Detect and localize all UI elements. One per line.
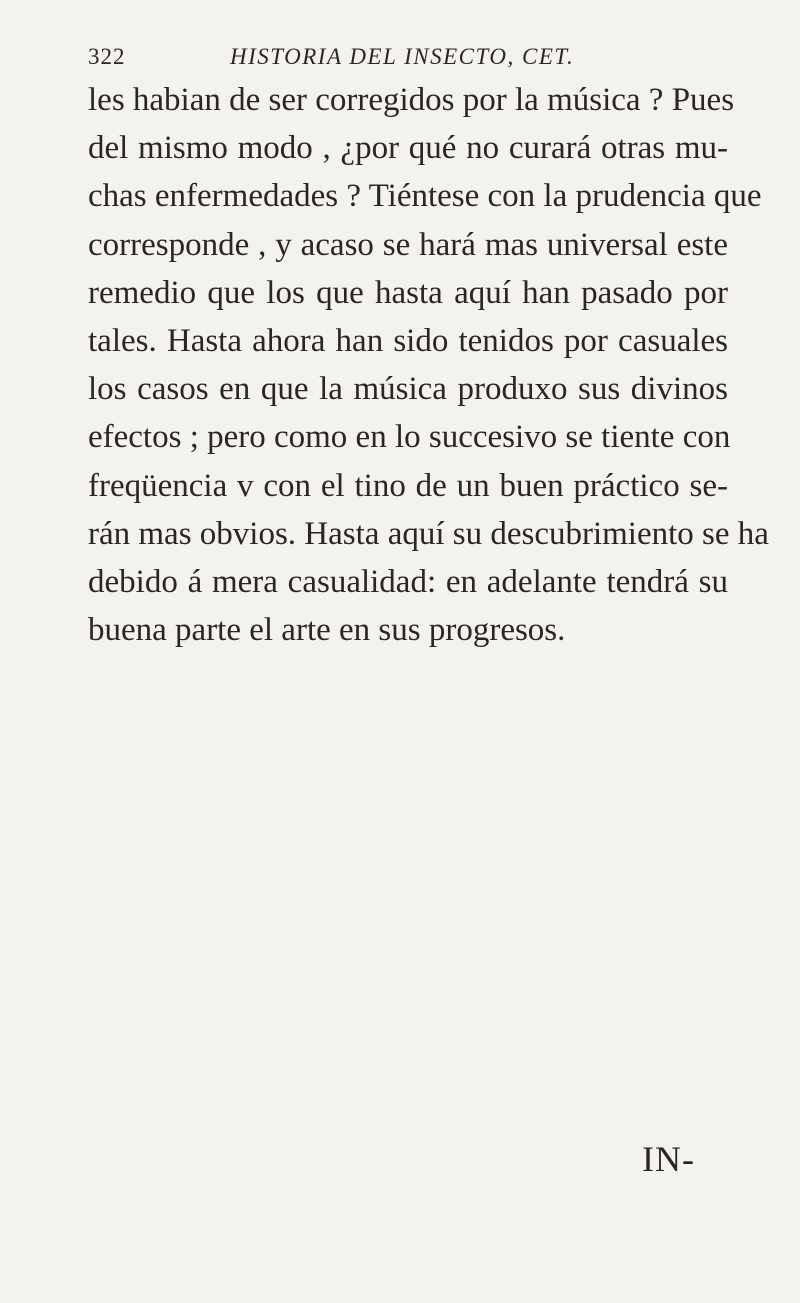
text-line: freqüencia v con el tino de un buen práctico se-: [88, 467, 728, 504]
body-text: [88, 76, 769, 654]
text-line: buena parte el arte en sus progresos.: [88, 612, 566, 649]
page-header: [88, 44, 728, 74]
text-line: corresponde , y acaso se hará mas universal este: [88, 226, 728, 263]
text-line: les habian de ser corregidos por la música ? Pues: [88, 82, 735, 118]
text-line: tales. Hasta ahora han sido tenidos por casuales: [88, 323, 728, 360]
text-line: efectos ; pero como en lo succesivo se tiente con: [88, 419, 731, 456]
running-title: HISTORIA DEL INSECTO, CET.: [230, 44, 575, 69]
text-line: debido á mera casualidad: en adelante tendrá su: [88, 564, 728, 601]
text-line: chas enfermedades ? Tiéntese con la prudencia que: [88, 178, 762, 215]
text-line: del mismo modo , ¿por qué no curará otras mu-: [88, 130, 728, 167]
text-line: remedio que los que hasta aquí han pasado por: [88, 274, 728, 311]
text-line: rán mas obvios. Hasta aquí su descubrimiento se ha: [88, 515, 769, 552]
page-number: 322: [88, 44, 126, 69]
catchword: IN-: [642, 1139, 695, 1179]
text-line: los casos en que la música produxo sus divinos: [88, 371, 728, 408]
